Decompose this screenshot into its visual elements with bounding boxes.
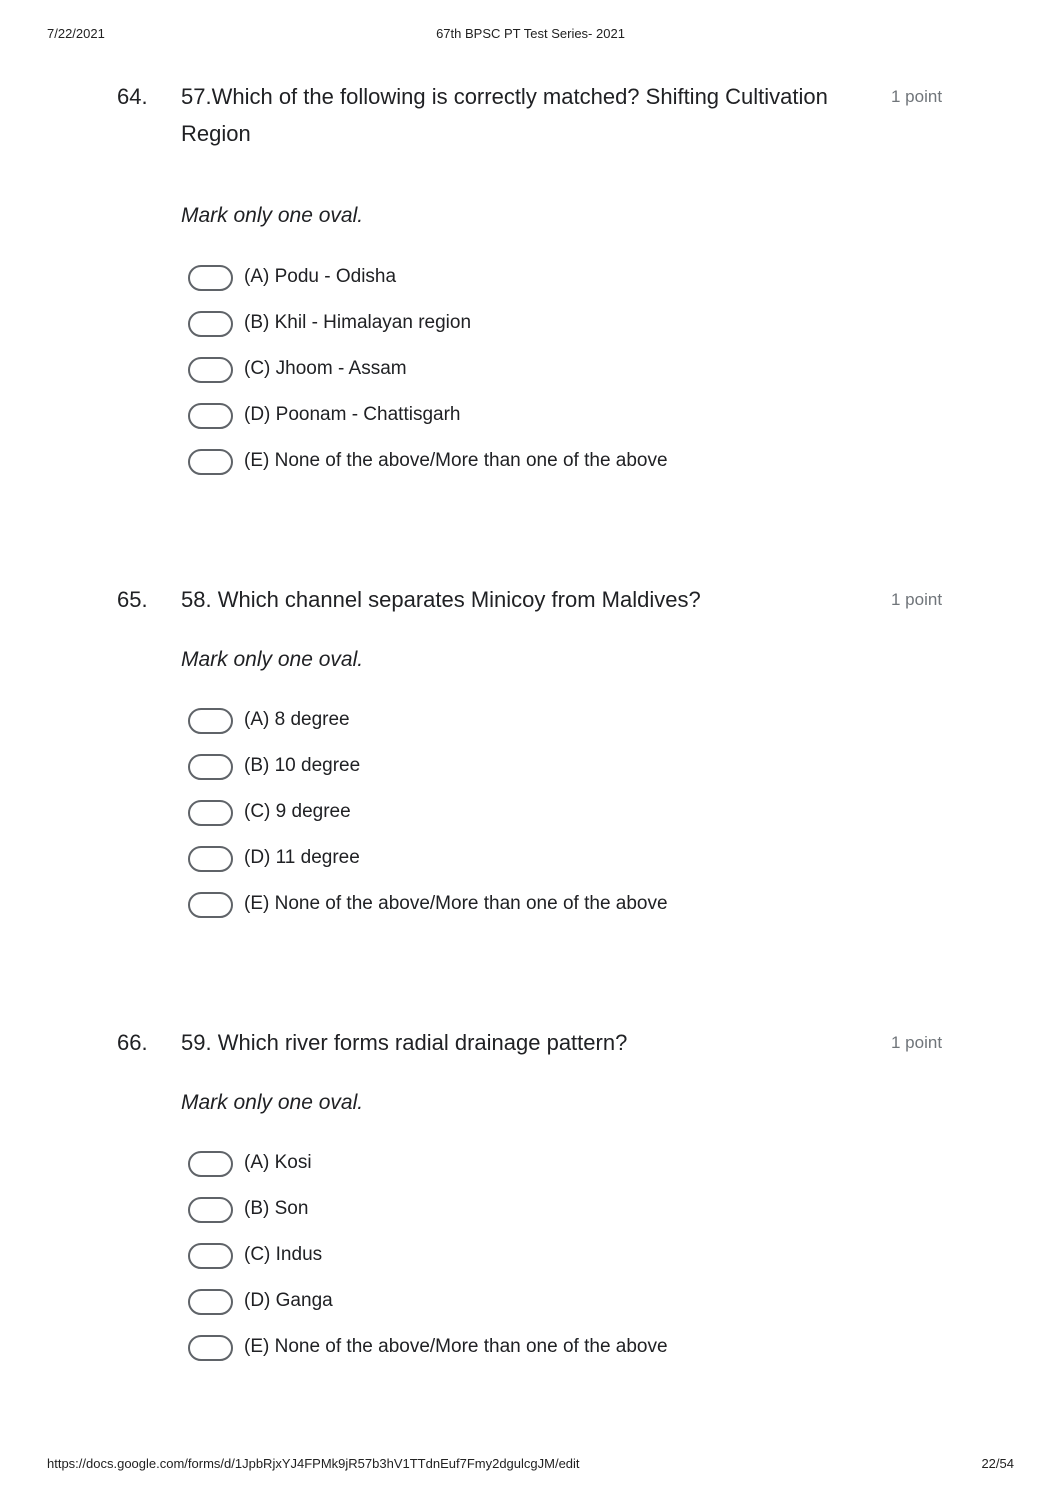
question-number: 65. xyxy=(117,587,148,612)
question-points: 1 point xyxy=(891,87,943,106)
page-footer xyxy=(47,1456,1014,1474)
option-a[interactable] xyxy=(188,708,808,738)
option-b[interactable] xyxy=(188,754,808,784)
option-label: (E) None of the above/More than one of the above xyxy=(244,893,668,914)
radio-oval[interactable] xyxy=(188,708,233,734)
option-d[interactable] xyxy=(188,1289,808,1319)
option-c[interactable] xyxy=(188,800,808,830)
radio-oval[interactable] xyxy=(188,754,233,780)
radio-oval[interactable] xyxy=(188,846,233,872)
header-date: 7/22/2021 xyxy=(47,26,105,41)
option-a[interactable] xyxy=(188,265,808,295)
radio-oval[interactable] xyxy=(188,1243,233,1269)
option-label: (B) 10 degree xyxy=(244,755,361,776)
radio-oval[interactable] xyxy=(188,311,233,337)
radio-oval[interactable] xyxy=(188,1151,233,1177)
option-e[interactable] xyxy=(188,1335,808,1365)
question-instruction: Mark only one oval. xyxy=(181,204,364,227)
option-label: (C) 9 degree xyxy=(244,801,351,822)
footer-page-number: 22/54 xyxy=(981,1456,1014,1471)
option-label: (A) Podu - Odisha xyxy=(244,266,397,287)
question-number: 64. xyxy=(117,84,148,109)
question-instruction: Mark only one oval. xyxy=(181,1091,364,1114)
radio-oval[interactable] xyxy=(188,892,233,918)
question-title: 58. Which channel separates Minicoy from Maldives? xyxy=(181,587,701,612)
option-c[interactable] xyxy=(188,1243,808,1273)
option-e[interactable] xyxy=(188,892,808,922)
question-instruction: Mark only one oval. xyxy=(181,648,364,671)
option-label: (C) Indus xyxy=(244,1244,323,1265)
question-number: 66. xyxy=(117,1030,148,1055)
footer-url[interactable]: https://docs.google.com/forms/d/1JpbRjxYJ4FPMk9jR57b3hV1TTdnEuf7Fmy2dgulcgJM/edit xyxy=(47,1456,580,1471)
option-label: (E) None of the above/More than one of the above xyxy=(244,1336,668,1357)
option-a[interactable] xyxy=(188,1151,808,1181)
header-title: 67th BPSC PT Test Series- 2021 xyxy=(436,26,625,41)
option-label: (C) Jhoom - Assam xyxy=(244,358,407,379)
option-label: (A) Kosi xyxy=(244,1152,312,1173)
radio-oval[interactable] xyxy=(188,800,233,826)
option-label: (D) Ganga xyxy=(244,1290,333,1311)
radio-oval[interactable] xyxy=(188,449,233,475)
question-title: 59. Which river forms radial drainage pattern? xyxy=(181,1030,628,1055)
option-label: (A) 8 degree xyxy=(244,709,350,730)
option-e[interactable] xyxy=(188,449,808,479)
option-d[interactable] xyxy=(188,846,808,876)
page-header xyxy=(47,26,1014,44)
option-c[interactable] xyxy=(188,357,808,387)
radio-oval[interactable] xyxy=(188,1197,233,1223)
option-label: (D) 11 degree xyxy=(244,847,360,868)
question-points: 1 point xyxy=(891,1033,943,1052)
question-title: 57.Which of the following is correctly matched? Shifting Cultivation Region xyxy=(181,84,828,146)
option-label: (E) None of the above/More than one of the above xyxy=(244,450,668,471)
option-label: (D) Poonam - Chattisgarh xyxy=(244,404,461,425)
option-b[interactable] xyxy=(188,1197,808,1227)
question-points: 1 point xyxy=(891,590,943,609)
radio-oval[interactable] xyxy=(188,1335,233,1361)
option-label: (B) Khil - Himalayan region xyxy=(244,312,472,333)
radio-oval[interactable] xyxy=(188,403,233,429)
radio-oval[interactable] xyxy=(188,265,233,291)
option-d[interactable] xyxy=(188,403,808,433)
option-b[interactable] xyxy=(188,311,808,341)
radio-oval[interactable] xyxy=(188,1289,233,1315)
option-label: (B) Son xyxy=(244,1198,309,1219)
radio-oval[interactable] xyxy=(188,357,233,383)
